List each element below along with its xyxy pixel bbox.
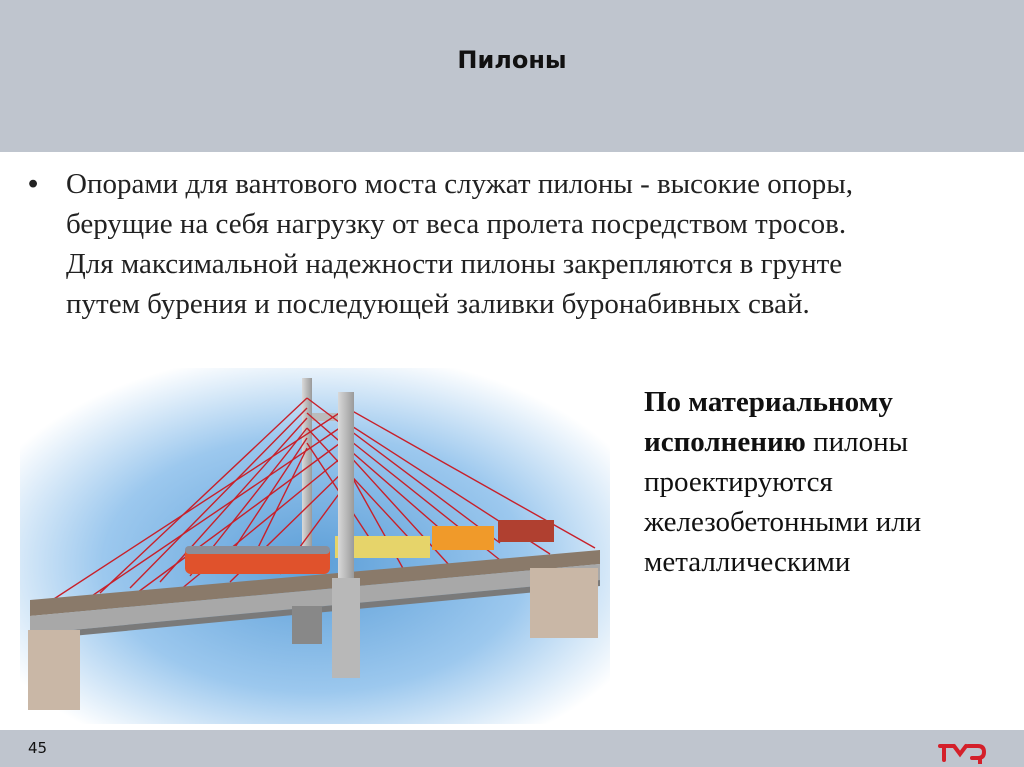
bullet-symbol: •	[28, 168, 39, 200]
slide-header	[0, 0, 1024, 152]
slide-title: Пилоны	[457, 46, 567, 74]
material-note	[644, 382, 1004, 582]
left-abutment	[28, 630, 80, 710]
bullet-text: Опорами для вантового моста служат пилоны - высокие опоры, берущие на себя нагрузку от веса пролета посредством тросов. Для максимальной надежности пилоны закрепляются в грунте путем бурения и последующей заливки буронабивных свай.	[66, 168, 854, 320]
bullet-item	[28, 164, 888, 324]
material-note-bold: По материальному исполнению	[644, 386, 893, 458]
slide-footer	[0, 730, 1024, 767]
material-note-text: пилоны проектируются железобетонными или металлическими	[644, 426, 922, 578]
right-abutment	[530, 568, 598, 638]
bridge-illustration	[20, 368, 610, 724]
pier	[292, 606, 322, 644]
rzd-logo	[936, 734, 992, 764]
page-number: 45	[28, 739, 48, 757]
